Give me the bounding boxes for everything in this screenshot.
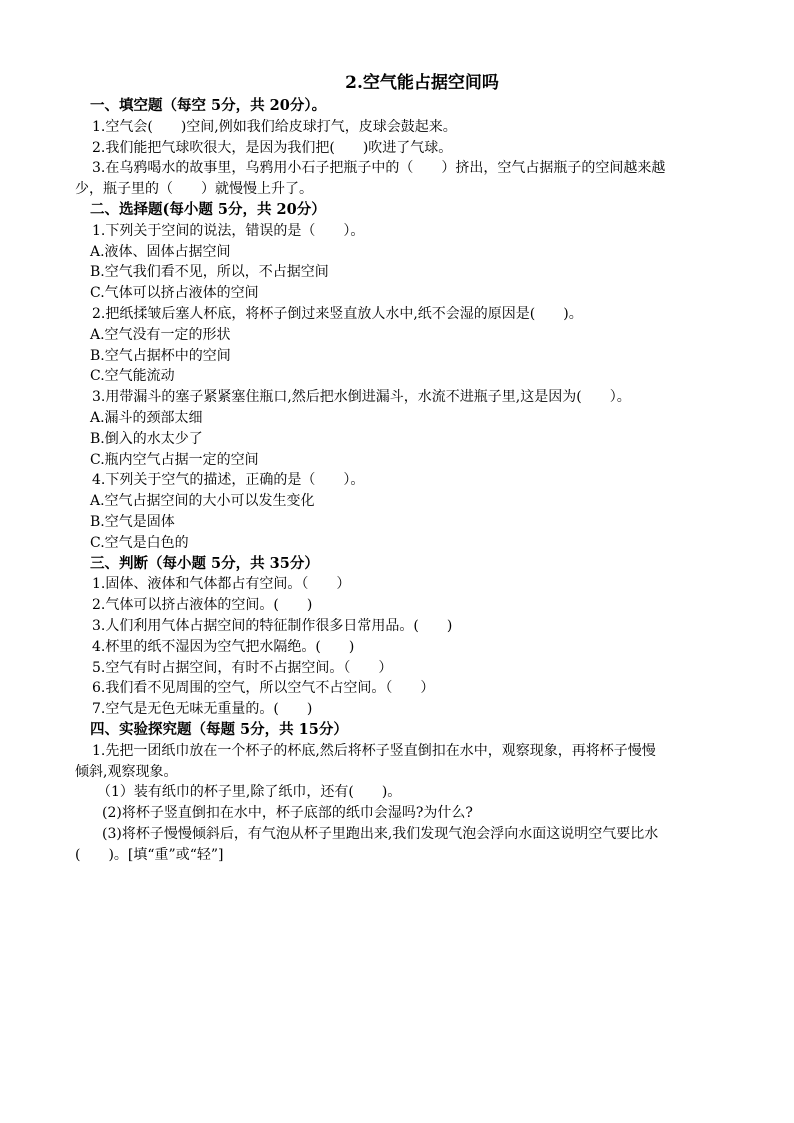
worksheet-title: 2.空气能占据空间吗 xyxy=(345,73,499,93)
sub-question-3-line-1: (3)将杯子慢慢倾斜后，有气泡从杯子里跑出来,我们发现气泡会浮向水面这说明空气要比水 xyxy=(102,825,659,842)
option-a: A.空气没有一定的形状 xyxy=(90,326,231,343)
judgment-item: 3.人们利用气体占据空间的特征制作很多日常用品。( ) xyxy=(92,617,453,634)
sub-question-2: (2)将杯子竖直倒扣在水中，杯子底部的纸巾会湿吗?为什么? xyxy=(102,805,473,822)
sub-question-3-line-2: ( )。[填“重”或“轻”] xyxy=(75,846,224,863)
question-3-line-2: 少，瓶子里的（ ）就慢慢上升了。 xyxy=(75,181,313,198)
option-a: A.漏斗的颈部太细 xyxy=(90,409,203,426)
question-1: 1.下列关于空间的说法，错误的是（ ）。 xyxy=(92,222,365,239)
option-c: C.气体可以挤占液体的空间 xyxy=(90,285,259,302)
judgment-item: 1.固体、液体和气体都占有空间。（ ） xyxy=(92,576,351,593)
question-2: 2.把纸揉皱后塞人杯底，将杯子倒过来竖直放人水中,纸不会湿的原因是( )。 xyxy=(92,305,583,322)
option-b: B.空气我们看不见，所以，不占据空间 xyxy=(90,264,329,281)
option-b: B.倒入的水太少了 xyxy=(90,430,203,447)
section-fill-in-blank xyxy=(75,96,736,200)
option-a: A.空气占据空间的大小可以发生变化 xyxy=(90,493,315,510)
option-c: C.空气能流动 xyxy=(90,368,175,385)
option-c: C.空气是白色的 xyxy=(90,534,189,551)
judgment-item: 5.空气有时占据空间，有时不占据空间。（ ） xyxy=(92,659,393,676)
option-c: C.瓶内空气占据一定的空间 xyxy=(90,451,259,468)
question-3: 3.用带漏斗的塞子紧紧塞住瓶口,然后把水倒进漏斗，水流不进瓶子里,这是因为( ）。 xyxy=(92,389,631,406)
question-4: 4.下列关于空气的描述，正确的是（ ）。 xyxy=(92,472,365,489)
judgment-item: 6.我们看不见周围的空气，所以空气不占空间。（ ） xyxy=(92,680,435,697)
sub-question-1: （1）装有纸巾的杯子里,除了纸巾，还有( )。 xyxy=(97,784,402,801)
question-1-line-1: 1.先把一团纸巾放在一个杯子的杯底,然后将杯子竖直倒扣在水中，观察现象，再将杯子慢慢 xyxy=(92,742,656,759)
section-multiple-choice xyxy=(90,200,736,554)
section-heading: 四、实验探究题（每题 5分，共 15分） xyxy=(90,720,348,738)
option-a: A.液体、固体占据空间 xyxy=(90,243,231,260)
question-1: 1.空气会( )空间,例如我们给皮球打气，皮球会鼓起来。 xyxy=(92,118,457,135)
section-heading: 三、判断（每小题 5分，共 35分） xyxy=(90,554,319,572)
option-b: B.空气占据杯中的空间 xyxy=(90,347,231,364)
question-2: 2.我们能把气球吹很大，是因为我们把( )吹进了气球。 xyxy=(92,139,453,156)
judgment-item: 7.空气是无色无味无重量的。( ) xyxy=(92,701,313,718)
option-b: B.空气是固体 xyxy=(90,513,175,530)
worksheet-page xyxy=(75,72,736,865)
judgment-item: 2.气体可以挤占液体的空间。( ) xyxy=(92,597,313,614)
section-experiment xyxy=(75,720,736,866)
section-heading: 一、填空题（每空 5分，共 20分）。 xyxy=(90,97,327,114)
section-true-false xyxy=(90,554,736,720)
question-3-line-1: 3.在乌鸦喝水的故事里，乌鸦用小石子把瓶子中的（ ）挤出，空气占据瓶子的空间越来越 xyxy=(92,160,666,177)
question-1-line-2: 倾斜,观察现象。 xyxy=(75,763,178,780)
judgment-item: 4.杯里的纸不湿因为空气把水隔绝。( ) xyxy=(92,638,355,655)
section-heading: 二、选择题(每小题 5分，共 20分） xyxy=(90,200,326,218)
